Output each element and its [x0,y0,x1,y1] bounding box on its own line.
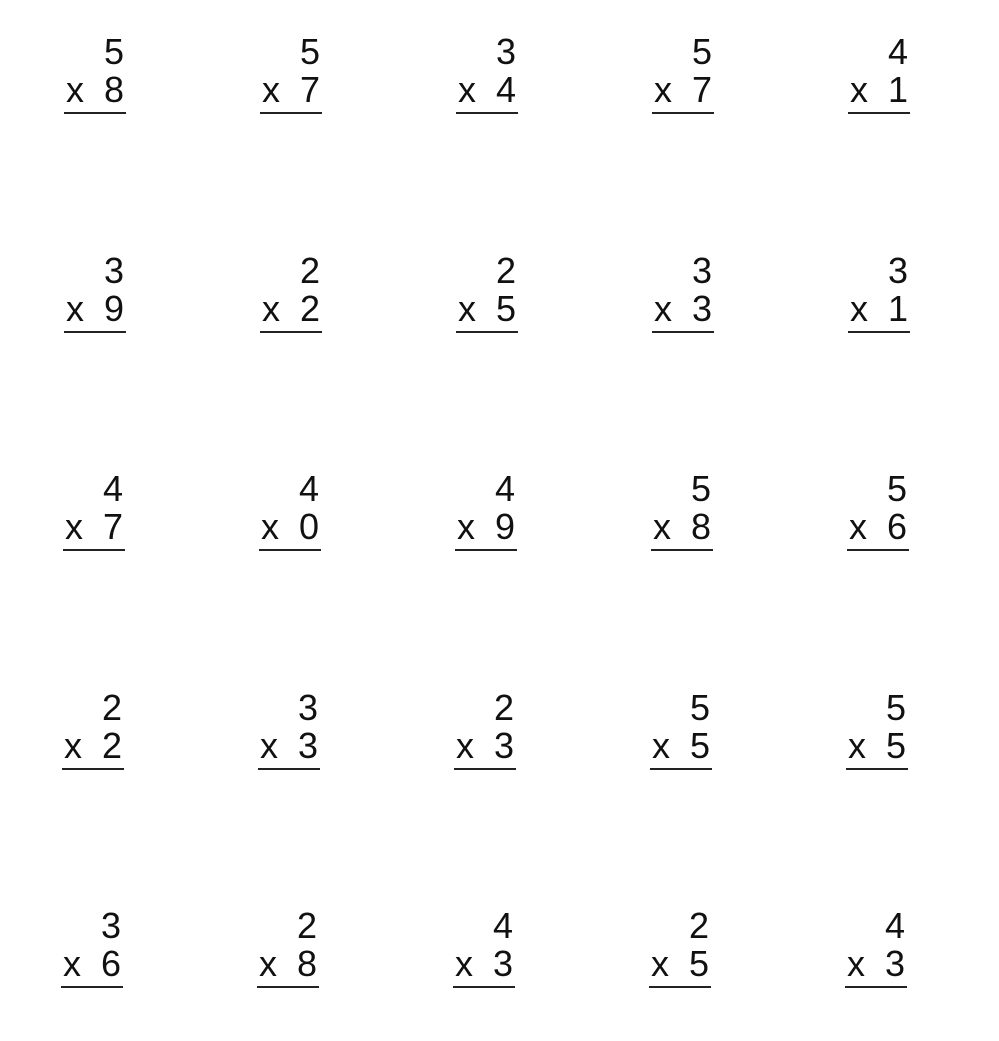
times-sign: x [847,943,865,984]
multiplier: 2 [101,725,122,766]
times-sign: x [262,69,280,110]
multiplier-row [61,943,121,984]
answer-line [455,549,517,551]
times-sign: x [652,725,670,766]
multiplicand: 3 [887,250,908,291]
times-sign: x [458,288,476,329]
answer-line [259,549,321,551]
answer-line [257,986,319,988]
answer-line [652,112,714,114]
multiplier: 3 [884,943,905,984]
times-sign: x [63,943,81,984]
multiplicand: 3 [103,250,124,291]
multiplier-row [64,69,124,110]
times-sign: x [66,288,84,329]
multiplicand: 5 [299,31,320,72]
multiplicand: 2 [493,687,514,728]
problem [652,250,716,335]
multiplier: 5 [688,943,709,984]
times-sign: x [64,725,82,766]
problem [845,905,909,990]
answer-line [456,331,518,333]
multiplier-row [650,725,710,766]
multiplier: 7 [102,506,123,547]
multiplicand: 5 [885,687,906,728]
multiplier-row [652,288,712,329]
multiplier: 4 [495,69,516,110]
times-sign: x [849,506,867,547]
times-sign: x [458,69,476,110]
answer-line [652,331,714,333]
multiplicand: 3 [100,905,121,946]
times-sign: x [848,725,866,766]
answer-line [650,768,712,770]
multiplicand: 4 [494,468,515,509]
answer-line [846,768,908,770]
multiplicand: 4 [887,31,908,72]
answer-line [453,986,515,988]
problem [64,250,128,335]
multiplicand: 5 [103,31,124,72]
multiplicand: 3 [495,31,516,72]
multiplicand: 4 [102,468,123,509]
times-sign: x [455,943,473,984]
answer-line [260,112,322,114]
answer-line [456,112,518,114]
times-sign: x [456,725,474,766]
answer-line [63,549,125,551]
multiplicand: 2 [299,250,320,291]
multiplicand: 4 [492,905,513,946]
times-sign: x [66,69,84,110]
problem [846,687,910,772]
multiplier-row [651,506,711,547]
problem [257,905,321,990]
multiplier: 8 [296,943,317,984]
multiplier: 7 [691,69,712,110]
problem [848,250,912,335]
multiplicand: 2 [495,250,516,291]
multiplier: 0 [298,506,319,547]
multiplier: 5 [689,725,710,766]
multiplier: 1 [887,288,908,329]
multiplier: 1 [887,69,908,110]
problem [62,687,126,772]
multiplier: 9 [494,506,515,547]
times-sign: x [850,288,868,329]
times-sign: x [65,506,83,547]
problem [260,31,324,116]
problem [64,31,128,116]
multiplier-row [63,506,123,547]
problem [454,687,518,772]
answer-line [454,768,516,770]
multiplicand: 2 [688,905,709,946]
problem [847,468,911,553]
answer-line [64,112,126,114]
multiplier-row [260,69,320,110]
problem [456,31,520,116]
multiplier-row [846,725,906,766]
multiplicand: 5 [690,468,711,509]
multiplicand: 3 [691,250,712,291]
multiplier-row [649,943,709,984]
multiplier-row [260,288,320,329]
multiplier: 6 [886,506,907,547]
times-sign: x [457,506,475,547]
times-sign: x [850,69,868,110]
problem [61,905,125,990]
multiplier-row [62,725,122,766]
problem [260,250,324,335]
answer-line [62,768,124,770]
answer-line [649,986,711,988]
problem [650,687,714,772]
answer-line [64,331,126,333]
multiplier-row [845,943,905,984]
multiplicand: 2 [296,905,317,946]
multiplier: 3 [691,288,712,329]
answer-line [848,331,910,333]
times-sign: x [262,288,280,329]
multiplier-row [259,506,319,547]
answer-line [61,986,123,988]
problem [652,31,716,116]
problem [258,687,322,772]
multiplicand: 3 [297,687,318,728]
times-sign: x [261,506,279,547]
multiplier: 3 [493,725,514,766]
multiplier-row [257,943,317,984]
answer-line [258,768,320,770]
times-sign: x [654,69,672,110]
multiplier-row [454,725,514,766]
times-sign: x [653,506,671,547]
times-sign: x [259,943,277,984]
multiplier: 8 [690,506,711,547]
answer-line [845,986,907,988]
multiplier-row [652,69,712,110]
multiplier-row [64,288,124,329]
problem [651,468,715,553]
multiplier: 9 [103,288,124,329]
multiplicand: 5 [691,31,712,72]
multiplier: 3 [492,943,513,984]
multiplier-row [456,288,516,329]
multiplier: 5 [495,288,516,329]
problem [455,468,519,553]
multiplier-row [258,725,318,766]
problem [456,250,520,335]
times-sign: x [651,943,669,984]
answer-line [651,549,713,551]
answer-line [847,549,909,551]
answer-line [848,112,910,114]
multiplier-row [848,69,908,110]
multiplier-row [848,288,908,329]
multiplier-row [456,69,516,110]
multiplicand: 4 [884,905,905,946]
times-sign: x [260,725,278,766]
multiplicand: 5 [886,468,907,509]
problem [453,905,517,990]
problem [63,468,127,553]
multiplier: 2 [299,288,320,329]
multiplier: 7 [299,69,320,110]
multiplier: 3 [297,725,318,766]
problem [259,468,323,553]
multiplier: 5 [885,725,906,766]
multiplicand: 2 [101,687,122,728]
answer-line [260,331,322,333]
multiplier: 6 [100,943,121,984]
multiplier-row [847,506,907,547]
problem [649,905,713,990]
multiplicand: 4 [298,468,319,509]
multiplicand: 5 [689,687,710,728]
multiplier-row [453,943,513,984]
multiplier-row [455,506,515,547]
times-sign: x [654,288,672,329]
multiplier: 8 [103,69,124,110]
problem [848,31,912,116]
